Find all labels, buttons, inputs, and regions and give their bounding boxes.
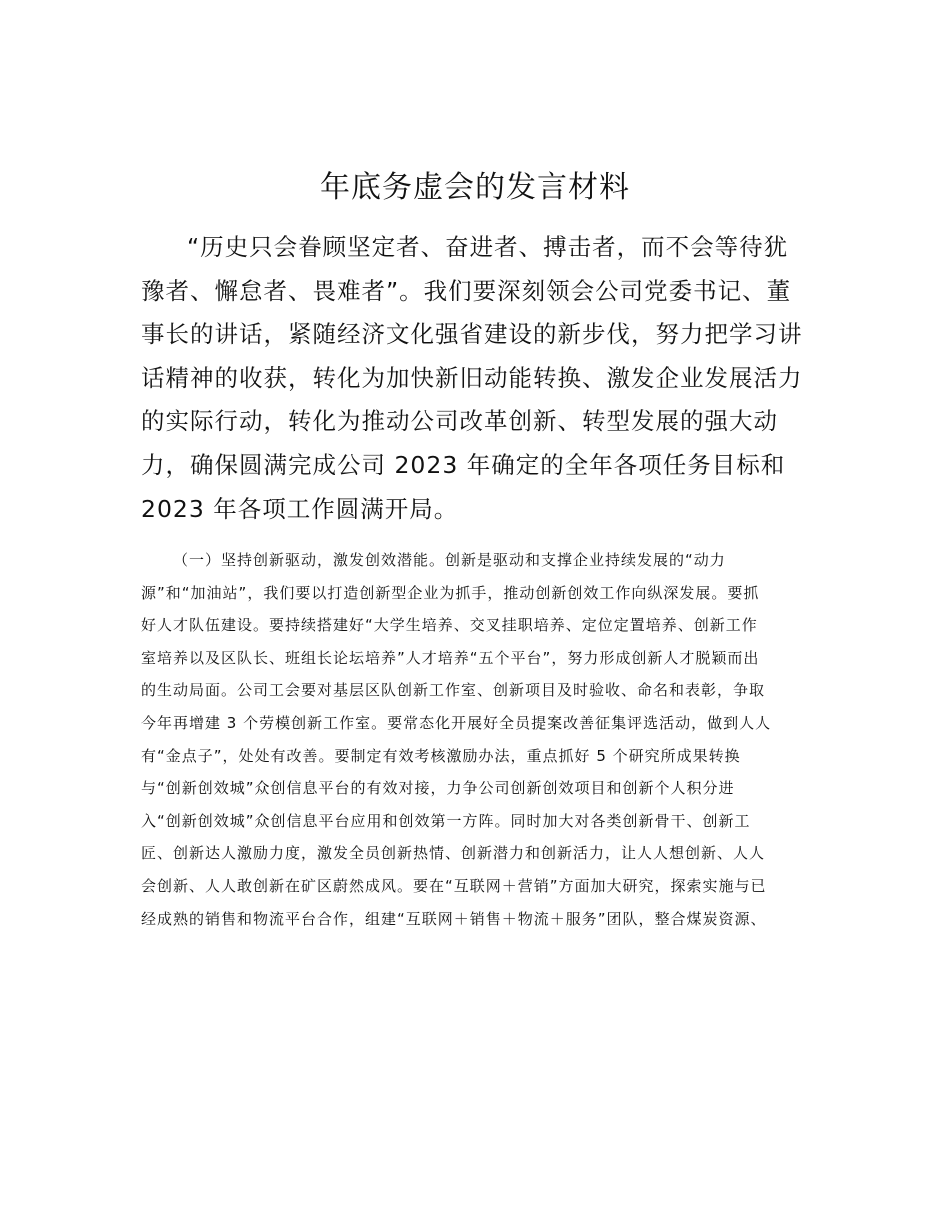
lead-line: 话精神的收获，转化为加快新旧动能转换、激发企业发展活力 — [141, 363, 803, 392]
body-line: 今年再增建 3 个劳模创新工作室。要常态化开展好全员提案改善征集评选活动，做到人人 — [141, 713, 772, 732]
body-line: 入“创新创效城”众创信息平台应用和创效第一方阵。同时加大对各类创新骨干、创新工 — [141, 811, 751, 830]
body-line: 会创新、人人敢创新在矿区蔚然成风。要在“互联网＋营销”方面加大研究，探索实施与已 — [141, 876, 767, 895]
document-title: 年底务虚会的发言材料 — [320, 170, 630, 205]
lead-paragraph — [141, 226, 803, 531]
lead-line: 2023 年各项工作圆满开局。 — [141, 494, 459, 523]
body-line: 有“金点子”，处处有改善。要制定有效考核激励办法，重点抓好 5 个研究所成果转换 — [141, 746, 741, 765]
body-line: 经成熟的销售和物流平台合作，组建“互联网＋销售＋物流＋服务”团队，整合煤炭资源、 — [141, 909, 767, 928]
lead-line: 的实际行动，转化为推动公司改革创新、转型发展的强大动 — [141, 407, 778, 436]
body-line: 匠、创新达人激励力度，激发全员创新热情、创新潜力和创新活力，让人人想创新、人人 — [141, 844, 766, 863]
body-line: 室培养以及区队长、班组长论坛培养”人才培养“五个平台”，努力形成创新人才脱颖而出 — [141, 648, 760, 667]
lead-line: 事长的讲话，紧随经济文化强省建设的新步伐，努力把学习讲 — [141, 320, 803, 349]
body-paragraph — [141, 544, 771, 935]
lead-line: “历史只会眷顾坚定者、奋进者、搏击者，而不会等待犹 — [187, 233, 789, 261]
body-line: （一）坚持创新驱动，激发创效潜能。创新是驱动和支撑企业持续发展的“动力 — [173, 551, 726, 569]
body-line: 源”和“加油站”，我们要以打造创新型企业为抓手，推动创新创效工作向纵深发展。要抓 — [141, 583, 760, 602]
body-line: 的生动局面。公司工会要对基层区队创新工作室、创新项目及时验收、命名和表彰，争取 — [141, 681, 766, 700]
lead-line: 力，确保圆满完成公司 2023 年确定的全年各项任务目标和 — [141, 450, 786, 479]
lead-line: 豫者、懈怠者、畏难者”。我们要深刻领会公司党委书记、董 — [141, 276, 792, 305]
body-line: 好人才队伍建设。要持续搭建好“大学生培养、交叉挂职培养、定位定置培养、创新工作 — [141, 616, 758, 635]
body-line: 与“创新创效城”众创信息平台的有效对接，力争公司创新创效项目和创新个人积分进 — [141, 779, 735, 798]
